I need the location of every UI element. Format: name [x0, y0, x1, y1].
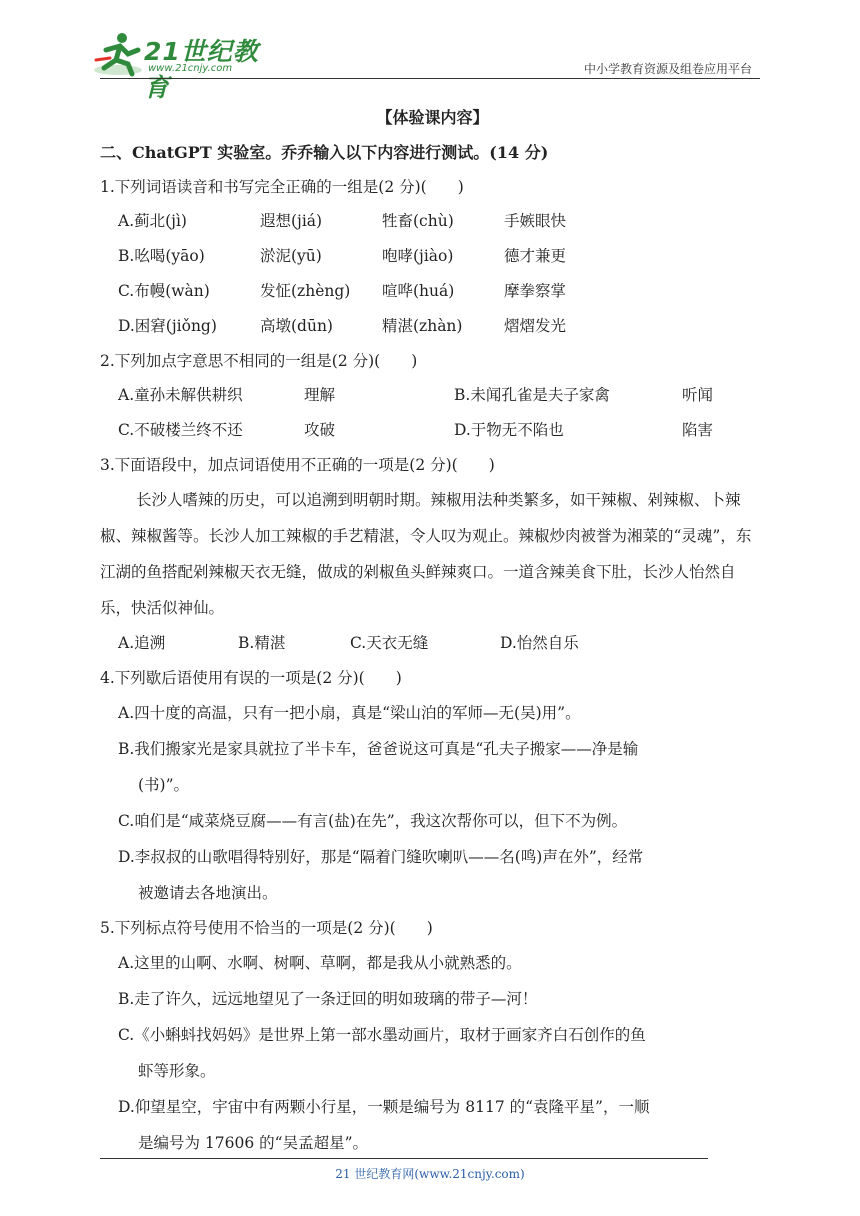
- option-cell: 牲畜(chù): [382, 212, 454, 230]
- question-4-option-d: D.李叔叔的山歌唱得特别好，那是“隔着门缝吹喇叭——名(鸣)声在外”，经常: [118, 848, 644, 866]
- runner-logo-icon: [92, 30, 148, 78]
- question-4-option-d-cont: 被邀请去各地演出。: [138, 884, 278, 902]
- question-5-option-c-cont: 虾等形象。: [138, 1062, 216, 1080]
- option-cell: 精湛(zhàn): [382, 317, 463, 335]
- logo-text: 21世纪教育: [144, 37, 259, 102]
- question-5-stem: 5.下列标点符号使用不恰当的一项是(2 分)( ): [100, 919, 433, 937]
- question-5-option-a: A.这里的山啊、水啊、树啊、草啊，都是我从小就熟悉的。: [118, 954, 522, 972]
- option-cell: B.未闻孔雀是夫子家禽: [454, 386, 610, 404]
- question-4-option-b-cont: (书)”。: [138, 776, 190, 794]
- question-5-option-d: D.仰望星空，宇宙中有两颗小行星，一颗是编号为 8117 的“袁隆平星”，一顺: [118, 1098, 650, 1116]
- option-cell: 高墩(dūn): [260, 317, 333, 335]
- page-footer: 21 世纪教育网(www.21cnjy.com): [335, 1167, 525, 1181]
- question-2-option-row: [100, 378, 765, 413]
- question-4-stem: 4.下列歇后语使用有误的一项是(2 分)( ): [100, 669, 402, 687]
- page-header: [0, 0, 860, 102]
- option-cell: 德才兼更: [504, 247, 567, 265]
- question-3-passage: 长沙人嗜辣的历史，可以追溯到明朝时期。辣椒用法种类繁多，如干辣椒、剁辣椒、卜辣椒、辣椒酱等。长沙人加工辣椒的手艺精湛，令人叹为观止。辣椒炒肉被誉为湘菜的“灵魂”，东江湖的鱼搭配剁辣椒天衣无缝，做成的剁椒鱼头鲜辣爽口。一道含辣美食下肚，长沙人怡然自乐，快活似神仙。: [100, 491, 752, 617]
- option-cell: 遐想(jiá): [260, 212, 323, 230]
- question-1-option-row: [100, 309, 765, 344]
- option-cell: C.不破楼兰终不还: [118, 421, 243, 439]
- question-3-option-row: [100, 626, 765, 661]
- section-title: 【体验课内容】: [376, 108, 489, 127]
- option-cell: D.于物无不陷也: [454, 421, 564, 439]
- question-1-option-row: [100, 204, 765, 239]
- option-cell: 攻破: [304, 421, 336, 439]
- option-cell: 喧哗(huá): [382, 282, 455, 300]
- question-3-stem: 3.下面语段中，加点词语使用不正确的一项是(2 分)( ): [100, 456, 495, 474]
- logo: [92, 30, 272, 102]
- option-cell: B.吆喝(yāo): [118, 247, 205, 265]
- header-divider: [100, 78, 760, 79]
- option-cell: 手嫉眼快: [504, 212, 567, 230]
- option-cell: 理解: [304, 386, 336, 404]
- option-cell: 淤泥(yū): [260, 247, 322, 265]
- option-cell: A.童孙未解供耕织: [118, 386, 243, 404]
- option-cell: 咆哮(jiào): [382, 247, 454, 265]
- option-cell: C.天衣无缝: [350, 634, 429, 652]
- platform-name: 中小学教育资源及组卷应用平台: [583, 62, 752, 76]
- option-cell: 熠熠发光: [504, 317, 567, 335]
- question-4-option-c: C.咱们是“咸菜烧豆腐——有言(盐)在先”，我这次帮你可以，但下不为例。: [118, 812, 628, 830]
- exam-content: [100, 100, 765, 1161]
- question-5-option-b: B.走了许久，远远地望见了一条迂回的明如玻璃的带子—河！: [118, 990, 538, 1008]
- question-5-option-c: C.《小蝌蚪找妈妈》是世界上第一部水墨动画片，取材于画家齐白石创作的鱼: [118, 1026, 646, 1044]
- question-1-option-row: [100, 274, 765, 309]
- option-cell: 发怔(zhèng): [260, 282, 351, 300]
- question-1-option-row: [100, 239, 765, 274]
- logo-url: www.21cnjy.com: [148, 63, 233, 74]
- question-2-stem: 2.下列加点字意思不相同的一组是(2 分)( ): [100, 352, 418, 370]
- question-2-option-row: [100, 413, 765, 448]
- option-cell: C.布幔(wàn): [118, 282, 210, 300]
- question-5-option-d-cont: 是编号为 17606 的“吴孟超星”。: [138, 1134, 369, 1152]
- question-1-stem: 1.下列词语读音和书写完全正确的一组是(2 分)( ): [100, 178, 464, 196]
- option-cell: B.精湛: [238, 634, 286, 652]
- question-4-option-b: B.我们搬家光是家具就拉了半卡车，爸爸说这可真是“孔夫子搬家——净是输: [118, 740, 639, 758]
- footer-divider: [100, 1158, 708, 1159]
- option-cell: 听闻: [682, 386, 714, 404]
- option-cell: A.追溯: [118, 634, 166, 652]
- option-cell: D.困窘(jiǒng): [118, 317, 217, 335]
- part-title: 二、ChatGPT 实验室。乔乔输入以下内容进行测试。(14 分): [100, 143, 549, 162]
- option-cell: 摩拳察掌: [504, 282, 567, 300]
- question-4-option-a: A.四十度的高温，只有一把小扇，真是“梁山泊的军师—无(吴)用”。: [118, 704, 581, 722]
- option-cell: 陷害: [682, 421, 714, 439]
- option-cell: D.怡然自乐: [500, 634, 579, 652]
- option-cell: A.蓟北(jì): [118, 212, 187, 230]
